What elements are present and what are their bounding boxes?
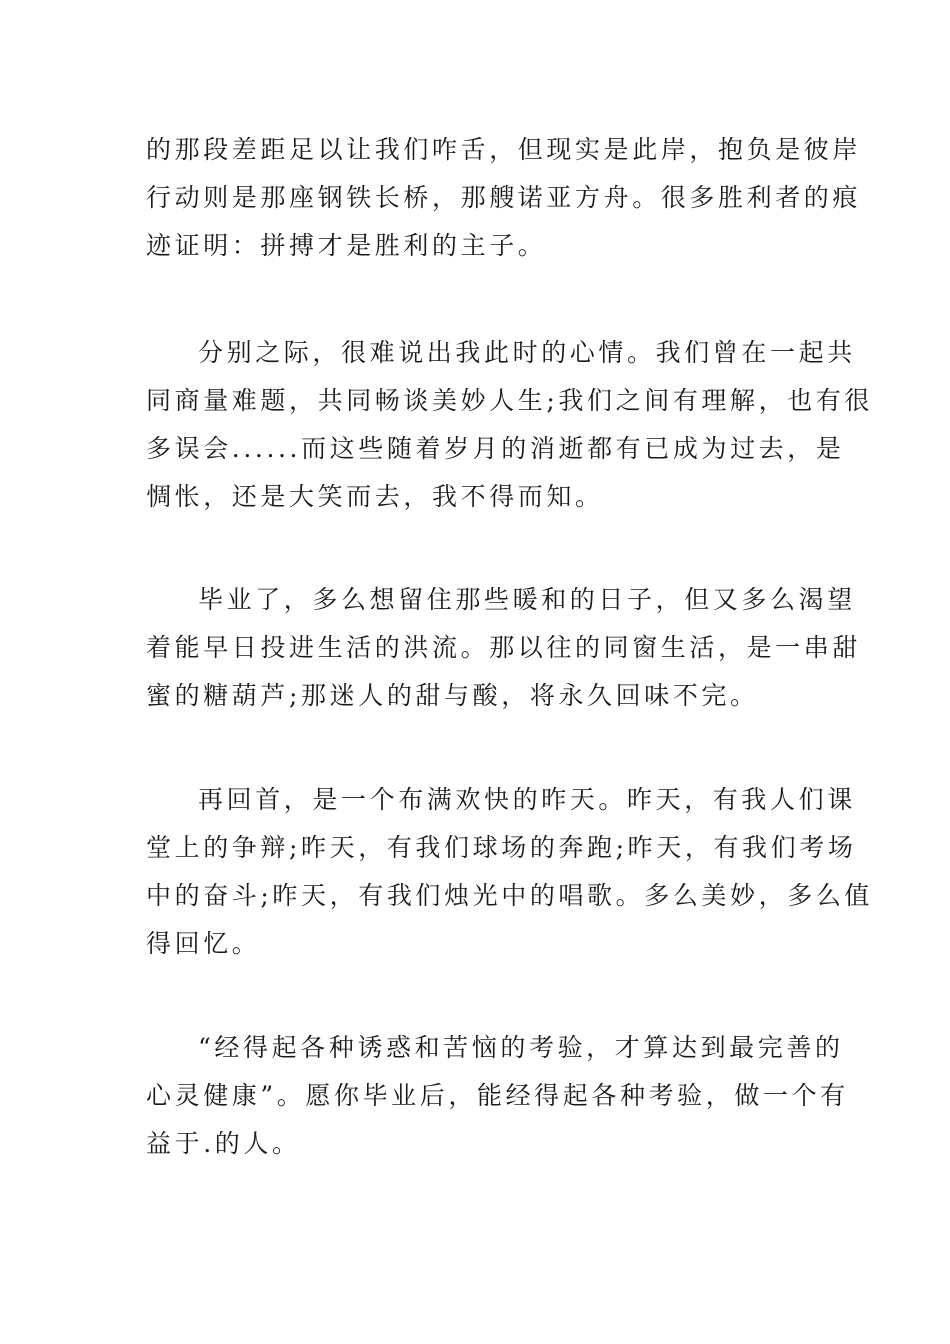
paragraph-line: 得回忆。 (146, 929, 261, 958)
paragraph-2 (146, 329, 874, 521)
paragraph-line: 同商量难题，共同畅谈美妙人生;我们之间有理解，也有很 (146, 386, 874, 415)
paragraph-line: 中的奋斗;昨天，有我们烛光中的唱歌。多么美妙，多么值 (146, 881, 874, 910)
paragraph-line: 着能早日投进生活的洪流。那以往的同窗生活，是一串甜 (146, 633, 862, 662)
paragraph-line: 蜜的糖葫芦;那迷人的甜与酸，将永久回味不完。 (146, 681, 759, 710)
paragraph-line: 毕业了，多么想留住那些暖和的日子，但又多么渴望 (198, 585, 856, 614)
paragraph-line: 迹证明：拼搏才是胜利的主子。 (146, 231, 547, 260)
paragraph-1 (146, 126, 862, 270)
paragraph-3 (146, 576, 862, 720)
paragraph-line: 再回首，是一个布满欢快的昨天。昨天，有我人们课 (198, 785, 856, 814)
paragraph-line: “经得起各种诱惑和苦恼的考验，才算达到最完善的 (198, 1033, 844, 1062)
paragraph-4 (146, 776, 874, 968)
paragraph-line: 分别之际，很难说出我此时的心情。我们曾在一起共 (198, 338, 856, 367)
paragraph-line: 心灵健康”。愿你毕业后，能经得起各种考验，做一个有 (146, 1081, 849, 1110)
paragraph-line: 行动则是那座钢铁长桥，那艘诺亚方舟。很多胜利者的痕 (146, 183, 862, 212)
paragraph-line: 惆怅，还是大笑而去，我不得而知。 (146, 482, 604, 511)
paragraph-5 (146, 1024, 849, 1168)
paragraph-line: 堂上的争辩;昨天，有我们球场的奔跑;昨天，有我们考场 (146, 833, 857, 862)
paragraph-line: 多误会......而这些随着岁月的消逝都有已成为过去，是 (146, 434, 845, 463)
paragraph-line: 益于.的人。 (146, 1129, 301, 1158)
paragraph-line: 的那段差距足以让我们咋舌，但现实是此岸，抱负是彼岸 (146, 135, 862, 164)
